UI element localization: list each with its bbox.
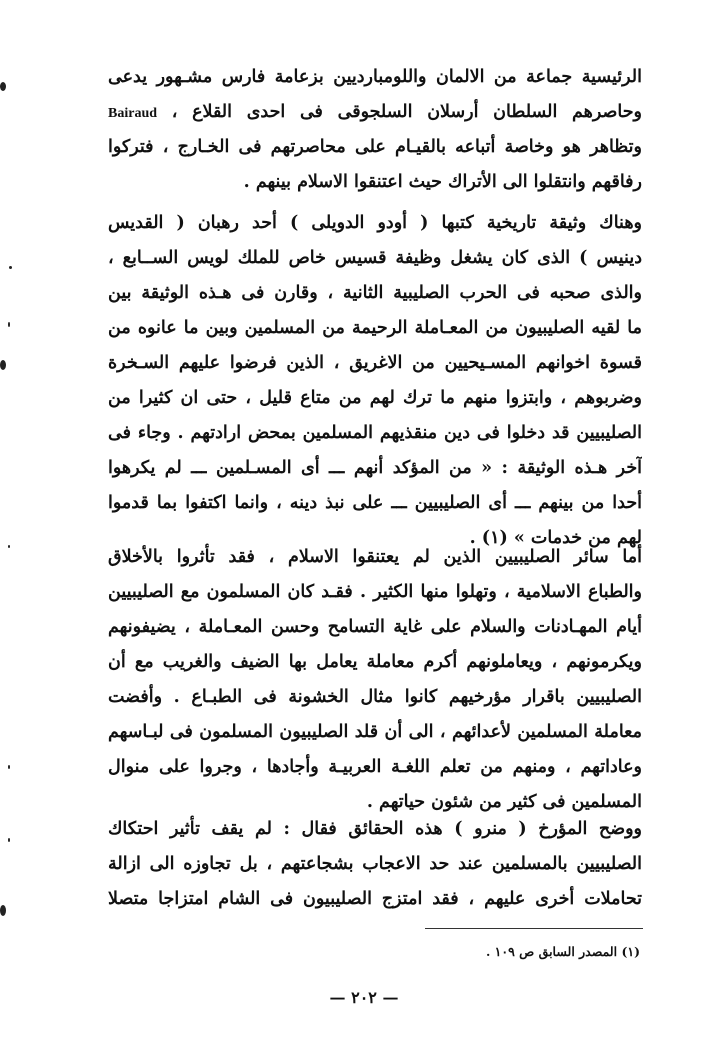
text-line: أما سائر الصليبيين الذين لم يعتنقوا الاسلام ، فقد تأثروا بالأخلاق — [108, 547, 642, 567]
paragraph-4 — [108, 812, 642, 917]
text-line: الرئيسية جماعة من الالمان واللومبارديين بزعامة فارس مشـهور يدعى — [108, 67, 642, 87]
text-line: أحدا من بينهم ـــ أى الصليبيين ـــ على نبذ دينه ، وانما اكتفوا بما قدموا — [108, 493, 642, 513]
margin-speck — [8, 545, 10, 548]
binding-hole-mark — [0, 82, 6, 91]
footnote-divider — [425, 928, 643, 929]
text-line: والذى صحبه فى الحرب الصليبية الثانية ، وقارن فى هـذه الوثيقة بين — [108, 283, 642, 303]
footnote: (١) المصدر السابق ص ١٠٩ . — [485, 944, 640, 959]
text-line: لهم من خدمات » (١) . — [469, 528, 642, 548]
margin-speck — [9, 266, 12, 269]
page-number: — ٢٠٢ — — [329, 988, 399, 1007]
text-line: الصليبيين بالمسلمين عند حد الاعجاب بشجاعتهم ، بل تجاوزه الى ازالة — [108, 854, 642, 874]
text-line: ما لقيه الصليبيون من المعـاملة الرحيمة من المسلمين وبين ما عانوه من — [108, 318, 642, 338]
text-line: ويكرمونهم ، ويعاملونهم أكرم معاملة يعامل بها الضيف والغريب مع أن — [108, 652, 642, 672]
text-line: أيام المهـادنات والسلام على غاية التسامح وحسن المعـاملة ، يضيفونهم — [108, 617, 642, 637]
text-line: وتظاهر هو وخاصة أتباعه بالقيـام على محاصرتهم فى الخـارج ، فتركوا — [108, 137, 642, 157]
binding-hole-mark — [0, 905, 6, 916]
text-line: الصليبيين باقرار مؤرخيهم كانوا مثال الخشونة فى الطبـاع . وأفضت — [108, 687, 642, 707]
text-line: رفاقهم وانتقلوا الى الأتراك حيث اعتنقوا الاسلام بينهم . — [243, 172, 642, 192]
text-line: المسلمين فى كثير من شئون حياتهم . — [366, 792, 642, 812]
text-line: دينيس ) الذى كان يشغل وظيفة قسيس خاص للملك لويس الســابع ، — [108, 248, 642, 268]
text-line — [108, 95, 642, 130]
text-line: آخر هـذه الوثيقة : « من المؤكد أنهم ـــ أى المسـلمين ـــ لم يكرهوا — [108, 458, 642, 478]
text-line: الصليبيين قد دخلوا فى دين منقذيهم المسلمين بمحض ارادتهم . وجاء فى — [108, 423, 642, 443]
paragraph-2 — [108, 206, 642, 556]
text-line: ووضح المؤرخ ( منرو ) هذه الحقائق فقال : لم يقف تأثير احتكاك — [108, 819, 642, 839]
text-line-arabic: وحاصرهم السلطان أرسلان السلجوقى فى احدى القلاع ، — [171, 102, 642, 122]
text-line: وعاداتهم ، ومنهم من تعلم اللغـة العربيـة وأجادها ، وجروا على منوال — [108, 757, 642, 777]
text-line: معاملة المسلمين لأعدائهم ، الى أن قلد الصليبيون المسلمون فى لبـاسهم — [108, 722, 642, 742]
text-line: والطباع الاسلامية ، وتهلوا منها الكثير . فقـد كان المسلمون مع الصليبيين — [108, 582, 642, 602]
text-line: وضربوهم ، وابتزوا منهم ما ترك لهم من متاع قليل ، حتى ان كثيرا من — [108, 388, 642, 408]
paragraph-3 — [108, 540, 642, 820]
binding-hole-mark — [0, 360, 6, 370]
paragraph-1 — [108, 60, 642, 200]
latin-name: Bairaud — [108, 106, 158, 121]
text-line: تحاملات أخرى عليهم ، فقد امتزج الصليبيون فى الشام امتزاجا متصلا — [108, 889, 642, 909]
margin-speck — [8, 838, 10, 842]
margin-speck — [8, 322, 10, 327]
text-line: قسوة اخوانهم المسـيحيين من الاغريق ، الذين فرضوا عليهم السـخرة — [108, 353, 642, 373]
text-line: وهناك وثيقة تاريخية كتبها ( أودو الدويلى ) أحد رهبان ( القديس — [108, 213, 642, 233]
margin-speck — [8, 765, 10, 769]
